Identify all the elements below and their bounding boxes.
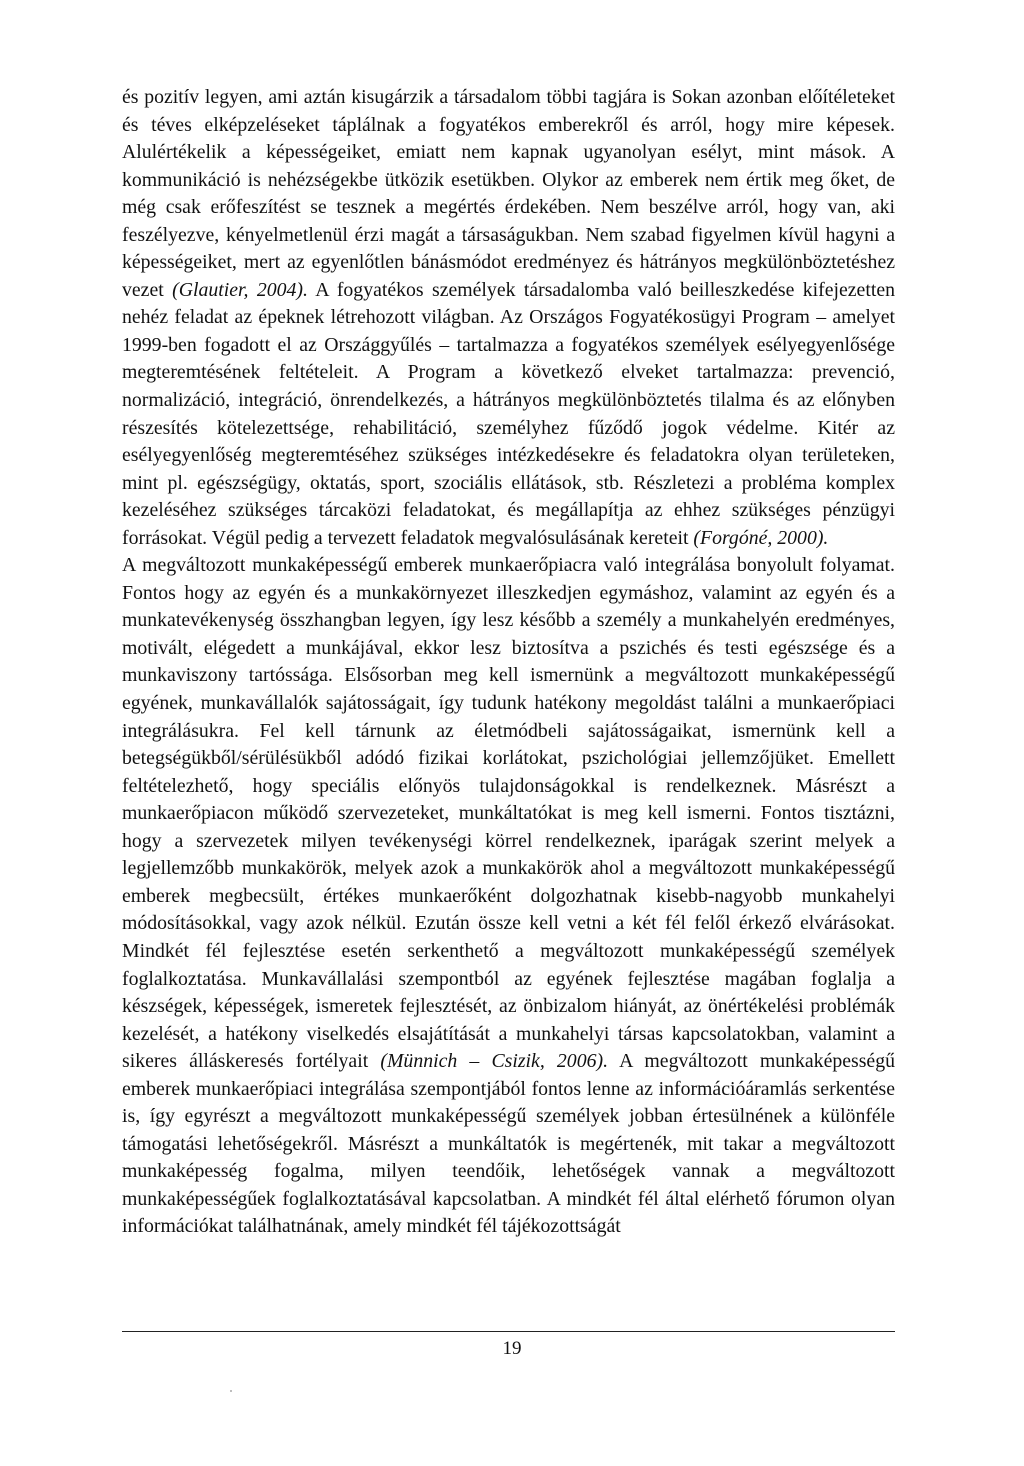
citation-munnich-csizik: (Münnich – Csizik, 2006).: [380, 1050, 609, 1073]
paragraph-1-text-a: és pozitív legyen, ami aztán kisugárzik a társadalom többi tagjára is Sokan azonban előítéleteket és téves elképzeléseket táplálnak a fogyatékos emberekről és arról, hogy mire képesek. Alulértékelik a képességeiket, emiatt nem kapnak ugyanolyan esélyt, mint mások. A kommunikáció is nehézségekbe ütközik esetükben. Olykor az emberek nem értik meg őket, de még csak erőfeszítést se tesznek a megértés érdekében. Nem beszélve arról, hogy van, aki feszélyezve, kényelmetlenül érzi magát a társaságukban. Nem szabad figyelmen kívül hagyni a képességeiket, mert az egyenlőtlen bánásmódot eredményez és hátrányos megkülönböztetéshez vezet: [122, 86, 895, 301]
paragraph-1: [122, 84, 895, 552]
paragraph-2-text-b: A megváltozott munkaképességű emberek munkaerőpiaci integrálása szempontjából fontos lenne az információáramlás serkentése is, így egyrészt a megváltozott munkaképességű személyek jobban értesülnének a különféle támogatási lehetőségekről. Másrészt a munkáltatók is megértenék, mit takar a megváltozott munkaképesség fogalma, milyen teendőik, lehetőségek vannak a megváltozott munkaképességűek foglalkoztatásával kapcsolatban. A mindkét fél által elérhető fórumon olyan információkat találhatnának, amely mindkét fél tájékozottságát: [122, 1050, 895, 1238]
paragraph-2: [122, 552, 895, 1241]
citation-glautier: (Glautier, 2004).: [172, 278, 308, 301]
citation-forgone: (Forgóné, 2000).: [693, 526, 829, 549]
page-number: 19: [502, 1338, 522, 1359]
footer-divider: [122, 1331, 895, 1332]
scan-speck: [230, 1390, 232, 1392]
paragraph-1-text-b: A fogyatékos személyek társadalomba való beilleszkedése kifejezetten nehéz feladat az épeknek létrehozott világban. Az Országos Fogyatékosügyi Program – amelyet 1999-ben fogadott el az Országgyűlés – tartalmazza a fogyatékos személyek esélyegyenlősége megteremtésének feltételeit. A Program a következő elveket tartalmazza: prevenció, normalizáció, integráció, önrendelkezés, a hátrányos megkülönböztetés tilalma és az előnyben részesítés kötelezettsége, rehabilitáció, személyhez fűződő jogok védelme. Kitér az esélyegyenlőség megteremtéséhez szükséges intézkedésekre és feladatokra olyan területeken, mint pl. egészségügy, oktatás, sport, szociális ellátások, stb. Részletezi a probléma komplex kezeléséhez szükséges tárcaközi feladatokat, és megállapítja az ehhez szükséges pénzügyi forrásokat. Végül pedig a tervezett feladatok megvalósulásának kereteit: [122, 278, 895, 549]
paragraph-2-text-a: A megváltozott munkaképességű emberek munkaerőpiacra való integrálása bonyolult folyamat. Fontos hogy az egyén és a munkakörnyezet illeszkedjen egymáshoz, valamint az egyén és a munkatevékenység összhangban legyen, így lesz később a személy a munkahelyén eredményes, motivált, elégedett a munkájával, ekkor lesz biztosítva a pszichés és testi egészsége és a munkaviszony tartóssága. Elsősorban meg kell ismernünk a megváltozott munkaképességű egyének, munkavállalók sajátosságait, így tudunk hatékony megoldást találni a munkaerőpiaci integrálásukra. Fel kell tárnunk az életmódbeli sajátosságaikat, ismernünk kell a betegségükből/sérülésükből adódó fizikai korlátokat, pszichológiai jellemzőjüket. Emellett feltételezhető, hogy speciális előnyös tulajdonságokkal is rendelkeznek. Másrészt a munkaerőpiacon működő szervezeteket, munkáltatókat is meg kell ismerni. Fontos tisztázni, hogy a szervezetek milyen tevékenységi körrel rendelkeznek, iparágak szerint melyek a legjellemzőbb munkakörök, melyek azok a munkakörök ahol a megváltozott munkaképességű emberek megbecsült, értékes munkaerőként dolgozhatnak kisebb-nagyobb munkahelyi módosításokkal, vagy azok nélkül. Ezután össze kell vetni a két fél felől érkező elvárásokat. Mindkét fél fejlesztése esetén serkenthető a megváltozott munkaképességű személyek foglalkoztatása. Munkavállalási szempontból az egyének fejlesztése magában foglalja a készségek, képességek, ismeretek fejlesztését, az önbizalom hiányát, az önértékelési problémák kezelését, a hatékony viselkedés elsajátítását a munkahelyi társas kapcsolatokban, valamint a sikeres álláskeresés fortélyait: [122, 554, 895, 1073]
body-text: [122, 84, 895, 1241]
